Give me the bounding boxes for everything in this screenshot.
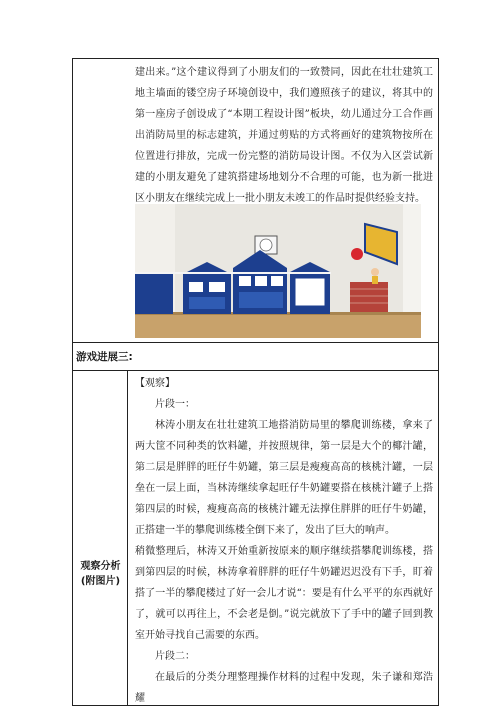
observation-tag: 【观察】: [135, 378, 175, 389]
document-table: [72, 58, 439, 706]
observation-content-cell: [135, 373, 433, 709]
photo-illustration: [135, 204, 421, 338]
classroom-photo: [135, 204, 421, 338]
observation-label-line: (附图片): [80, 576, 121, 587]
observation-label: [73, 559, 128, 589]
top-content-cell: [135, 62, 433, 209]
progress-heading: 游戏进展三:: [76, 351, 133, 363]
progress-row: [73, 343, 438, 370]
segment-paragraph: 稍微整理后，林涛又开始重新按原来的顺序继续搭攀爬训练楼，搭到第四层的时候，林涛拿着胖胖的旺仔牛奶罐迟迟没有下手，盯着搭了一半的攀爬楼过了好一会儿才说“：要是有什么平平的东西就好了，就可以再往上，不会老是倒。”说完就放下了手中的罐子回到教室开始寻找自己需要的东西。: [135, 546, 433, 641]
segment-title: 片段一：: [155, 399, 195, 410]
segment-paragraph: 林涛小朋友在壮壮建筑工地搭消防局里的攀爬训练楼，拿来了两大筐不同种类的饮料罐，并按照规律，第一层是大个的椰汁罐，第二层是胖胖的旺仔牛奶罐，第三层是瘦瘦高高的核桃汁罐，一层垒在一层上面，当林涛继续拿起旺仔牛奶罐要搭在核桃汁罐子上搭第四层的时候，瘦瘦高高的核桃汁罐无法撑住胖胖的旺仔牛奶罐，正搭建一半的攀爬训练楼全倒下来了，发出了巨大的响声。: [135, 420, 433, 536]
segment-paragraph: 在最后的分类分理整理操作材料的过程中发现，朱子谦和郑浩耀: [135, 672, 433, 704]
row-divider: [73, 370, 438, 371]
segment-title: 片段二：: [155, 651, 195, 662]
observation-label-line: 观察分析: [80, 561, 121, 572]
label-cell-empty: [73, 59, 128, 342]
paragraph-continuation: 建出来。”这个建议得到了小朋友们的一致赞同，因此在壮壮建筑工地主墙面的镂空房子环境创设中，我们遵照孩子的建议，将其中的第一座房子创设成了“本期工程设计图”板块，幼儿通过分工合作画出消防局里的标志建筑，并通过剪贴的方式将画好的建筑物按所在位置进行排放，完成一份完整的消防局设计图。不仅为入区尝试新建的小朋友避免了建筑搭建场地划分不合理的可能，也为新一批进区小朋友在继续完成上一批小朋友未竣工的作品时提供经验支持。: [135, 67, 433, 204]
